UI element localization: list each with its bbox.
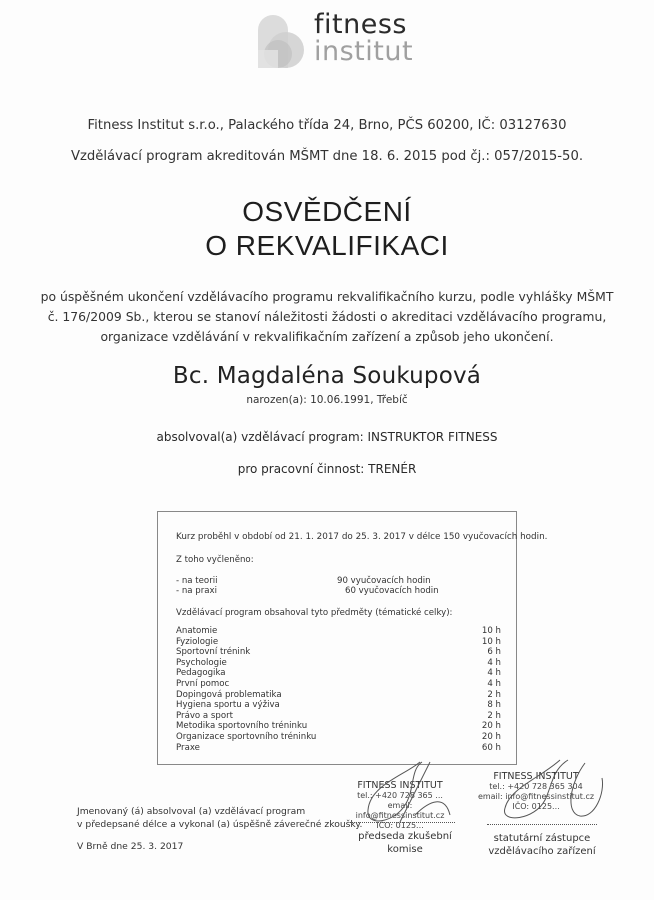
subject-name: Sportovní trénink xyxy=(176,647,251,658)
subject-hours: 6 h xyxy=(487,647,501,658)
subject-name: Pedagogika xyxy=(176,668,226,679)
subjects-label: Vzdělávací program obsahoval tyto předměty (tématické celky): xyxy=(176,608,453,618)
subject-hours: 4 h xyxy=(487,668,501,679)
stamp-name: FITNESS INSTITUT xyxy=(493,771,579,782)
subject-name: Psychologie xyxy=(176,657,227,668)
subject-hours: 2 h xyxy=(487,689,501,700)
stamp-email: email: info@fitnessinstitut.cz xyxy=(355,801,445,820)
subject-row xyxy=(176,658,501,669)
hours-split-label: Z toho vyčleněno: xyxy=(176,555,254,565)
overlapping-heart-circles-icon xyxy=(252,14,308,70)
theory-hours: 90 vyučovacích hodin xyxy=(337,576,431,586)
subject-row xyxy=(176,743,501,754)
subject-name: Organizace sportovního tréninku xyxy=(176,731,317,742)
accreditation-line: Vzdělávací program akreditován MŠMT dne 18. 6. 2015 pod čj.: 057/2015-50. xyxy=(70,149,584,164)
subject-row xyxy=(176,690,501,701)
course-summary: Kurz proběhl v období od 21. 1. 2017 do 25. 3. 2017 v délce 150 vyučovacích hodin. xyxy=(176,532,548,542)
subject-row xyxy=(176,732,501,743)
logo-word-institut: institut xyxy=(314,36,414,67)
graduate-name: Bc. Magdaléna Soukupová xyxy=(172,363,482,389)
subject-name: Právo a sport xyxy=(176,710,233,721)
subject-hours: 2 h xyxy=(487,710,501,721)
intro-line: organizace vzdělávání v rekvalifikačním zařízení a způsob jeho ukončení. xyxy=(100,329,554,344)
birth-info: narozen(a): 10.06.1991, Třebíč xyxy=(246,394,408,406)
statement-line: v předepsané délce a vykonal (a) úspěšně záverečné zkoušky. xyxy=(77,819,363,830)
stamp-tel: tel.: +420 728 365 304 xyxy=(489,782,583,791)
practice-hours: 60 vyučovacích hodin xyxy=(345,586,439,596)
signature-statutory-representative xyxy=(490,758,620,828)
intro-line: po úspěšném ukončení vzdělávacího programu rekvalifikačního kurzu, podle vyhlášky MŠMT xyxy=(40,289,614,304)
subject-name: Metodika sportovního tréninku xyxy=(176,721,308,732)
subject-hours: 10 h xyxy=(481,626,501,636)
intro-line: č. 176/2009 Sb., kterou se stanoví náležitosti žádosti o akreditaci vzdělávacího programu, xyxy=(47,309,607,324)
completed-program: absolvoval(a) vzdělávací program: INSTRUKTOR FITNESS xyxy=(156,430,498,444)
statutory-representative-label xyxy=(487,832,597,858)
course-details-box xyxy=(157,511,548,765)
subject-hours: 20 h xyxy=(481,731,501,742)
work-occupation: pro pracovní činnost: TRENÉR xyxy=(237,462,417,476)
subject-row xyxy=(176,647,501,658)
subject-row xyxy=(176,668,501,679)
subject-row xyxy=(176,721,501,732)
subject-hours: 20 h xyxy=(481,721,501,732)
subject-name: Hygiena sportu a výživa xyxy=(176,700,280,711)
stamp-tel: tel.: +420 728 365 ... xyxy=(357,791,443,800)
signature-examination-chair xyxy=(360,760,460,830)
subject-hours: 4 h xyxy=(487,678,501,689)
stamp-ico: IČO: 0125... xyxy=(512,802,560,811)
fitness-institut-logo xyxy=(252,10,427,70)
label-line: vzdělávacího zařízení xyxy=(488,846,596,857)
completion-statement xyxy=(77,805,362,831)
label-line: statutární zástupce xyxy=(493,833,591,844)
subject-name: Praxe xyxy=(176,742,200,753)
stamp-ico: IČO: 0125... xyxy=(376,821,424,830)
subject-row xyxy=(176,679,501,690)
subject-hours: 10 h xyxy=(481,636,501,647)
subject-name: Fyziologie xyxy=(176,636,219,647)
examination-chair-label: předseda zkušební komise xyxy=(358,831,452,855)
certificate-subtitle: O REKVALIFIKACI xyxy=(205,230,449,261)
subject-hours: 4 h xyxy=(487,657,501,668)
intro-paragraph xyxy=(0,287,654,347)
subject-name: První pomoc xyxy=(176,678,230,689)
logo-word-fitness: fitness xyxy=(314,9,407,40)
subject-name: Anatomie xyxy=(176,626,218,636)
stamp-name: FITNESS INSTITUT xyxy=(357,780,443,791)
practice-label: - na praxi xyxy=(176,586,218,596)
subject-row xyxy=(176,711,501,722)
stamp-email: email: info@fitnessinstitut.cz xyxy=(477,792,595,801)
institute-address: Fitness Institut s.r.o., Palackého třída 24, Brno, PČS 60200, IČ: 03127630 xyxy=(87,118,567,133)
certificate-title: OSVĚDČENÍ xyxy=(242,196,412,227)
statement-line: Jmenovaný (á) absolvoval (a) vzdělávací program xyxy=(77,806,306,817)
subjects-list xyxy=(176,626,501,753)
place-and-date: V Brně dne 25. 3. 2017 xyxy=(77,841,184,852)
subject-hours: 8 h xyxy=(487,700,501,711)
subject-name: Dopingová problematika xyxy=(176,689,282,700)
subject-row xyxy=(176,637,501,648)
subject-hours: 60 h xyxy=(481,742,501,753)
theory-label: - na teorii xyxy=(176,576,218,586)
subject-row xyxy=(176,626,501,637)
subject-row xyxy=(176,700,501,711)
signature-line xyxy=(350,822,455,823)
signature-line xyxy=(487,824,597,825)
